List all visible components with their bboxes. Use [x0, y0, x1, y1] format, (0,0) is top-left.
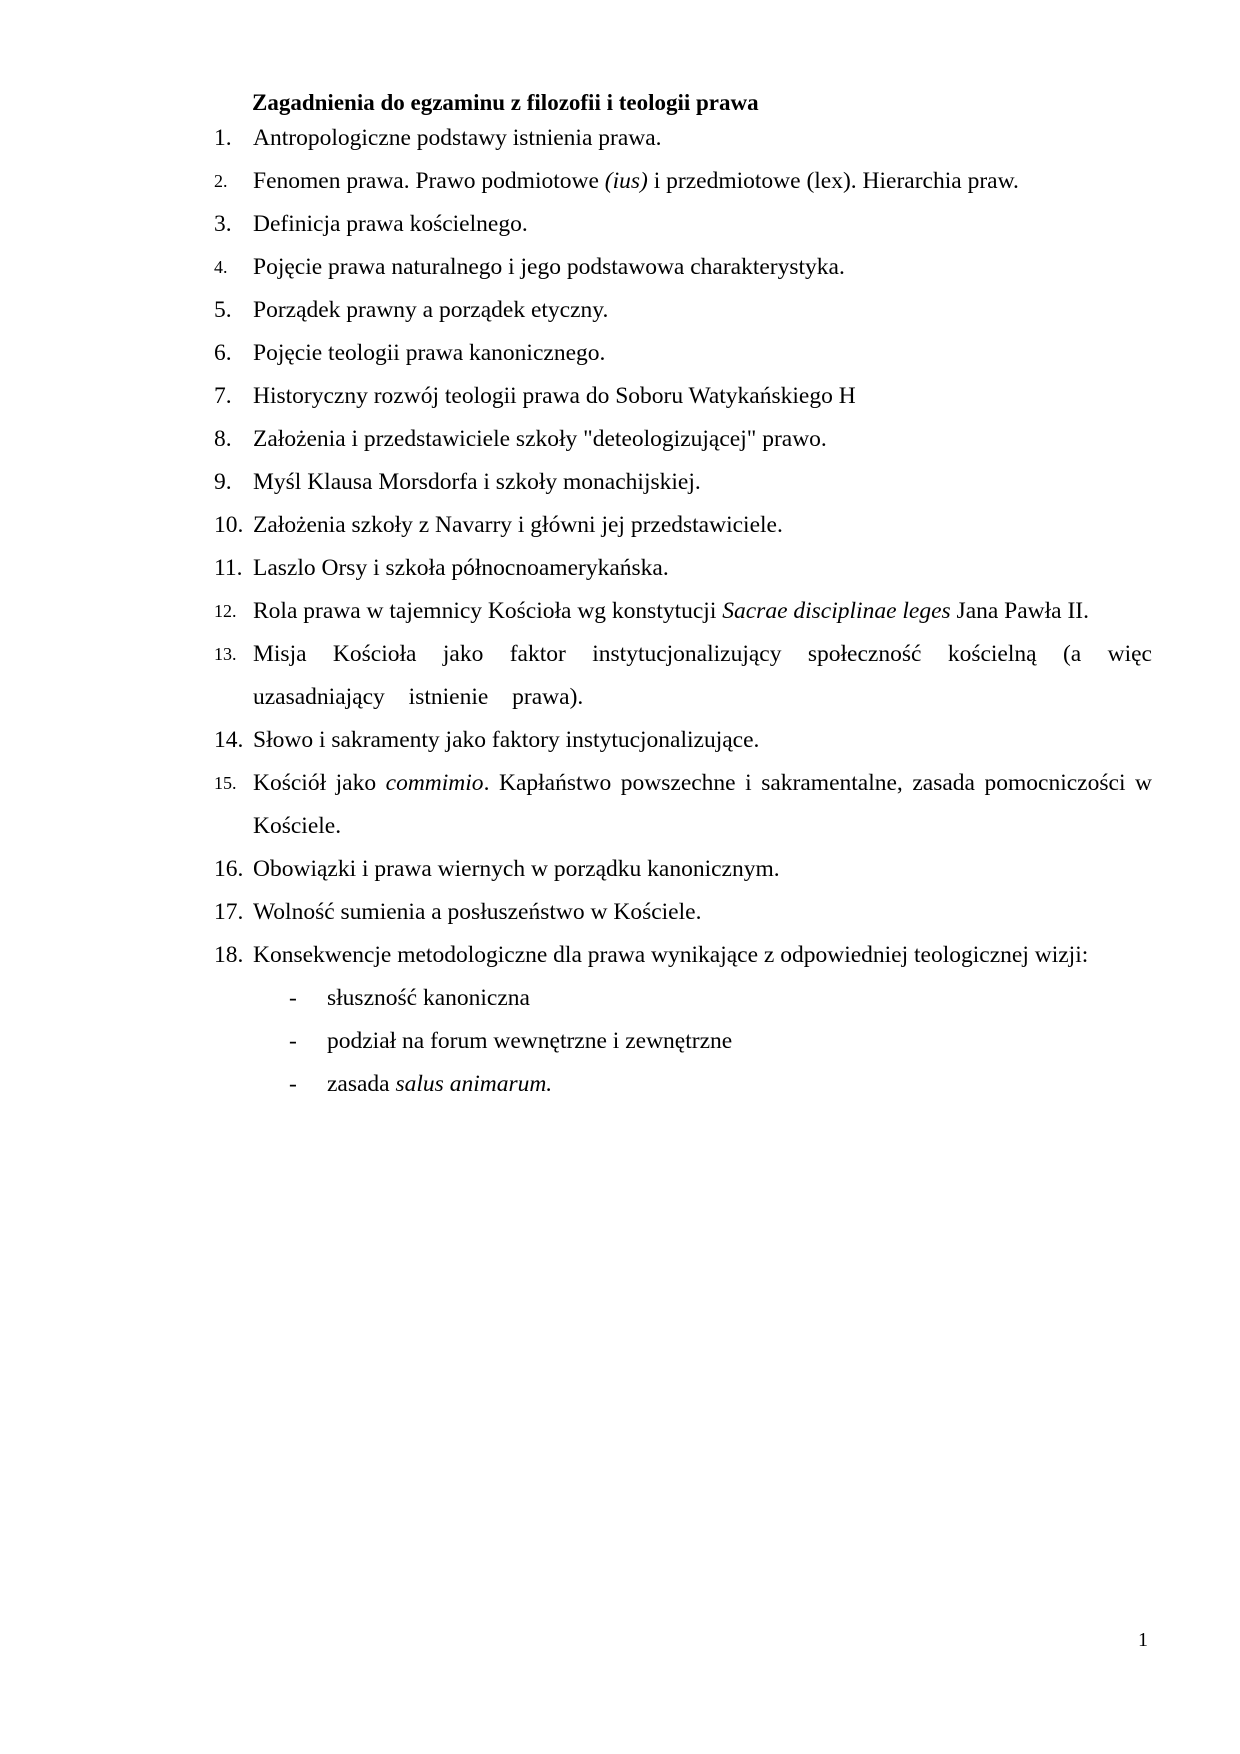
- list-item: [214, 203, 1152, 246]
- item-number: 16.: [214, 856, 244, 882]
- item-text: słuszność kanoniczna: [327, 985, 530, 1011]
- item-text: Misja Kościoła jako faktor instytucjonalizujący społeczność kościelną (a więc uzasadniający istnienie prawa).: [253, 641, 1152, 710]
- item-number: 12.: [214, 601, 237, 621]
- list-item: [214, 633, 1152, 719]
- item-text: Rola prawa w tajemnicy Kościoła wg konstytucji: [253, 598, 723, 624]
- sub-list-item: [214, 1063, 732, 1106]
- list-item: [214, 934, 1152, 977]
- list-item: [214, 246, 1152, 289]
- list-item: [214, 719, 1152, 762]
- item-text: Historyczny rozwój teologii prawa do Soboru Watykańskiego H: [253, 383, 856, 409]
- item-number: 9.: [214, 469, 232, 495]
- item-text: zasada: [327, 1071, 396, 1097]
- sub-list-item: [214, 1020, 732, 1063]
- list-item: [214, 848, 1152, 891]
- list-item: [214, 504, 1152, 547]
- item-text: Założenia i przedstawiciele szkoły "deteologizującej" prawo.: [253, 426, 827, 452]
- item-number: 6.: [214, 340, 232, 366]
- item-number: 11.: [214, 555, 243, 581]
- item-number: 18.: [214, 942, 244, 968]
- list-item: [214, 418, 1152, 461]
- item-text: Porządek prawny a porządek etyczny.: [253, 297, 609, 323]
- item-text: Antropologiczne podstawy istnienia prawa.: [253, 125, 662, 151]
- list-item: [214, 289, 1152, 332]
- item-number: 4.: [214, 257, 228, 277]
- item-text: Pojęcie prawa naturalnego i jego podstawowa charakterystyka.: [253, 254, 845, 280]
- item-text: . Kapłaństwo powszechne i sakramentalne, zasada pomocniczości w Kościele.: [253, 770, 1152, 839]
- list-item: [214, 590, 1152, 633]
- item-number: 1.: [214, 125, 232, 151]
- item-text: Wolność sumienia a posłuszeństwo w Kościele.: [253, 899, 702, 925]
- dash-bullet: -: [289, 985, 297, 1011]
- document-title: Zagadnienia do egzaminu z filozofii i teologii prawa: [252, 90, 759, 115]
- list-item: [214, 762, 1152, 848]
- item-text: Słowo i sakramenty jako faktory instytucjonalizujące.: [253, 727, 760, 753]
- list-item: [214, 160, 1152, 203]
- list-item: [214, 332, 1152, 375]
- item-text: Myśl Klausa Morsdorfa i szkoły monachijskiej.: [253, 469, 701, 495]
- item-text: Pojęcie teologii prawa kanonicznego.: [253, 340, 606, 366]
- list-item: [214, 117, 1152, 160]
- item-number: 14.: [214, 727, 244, 753]
- italic-term: salus animarum.: [395, 1071, 553, 1097]
- topic-list: [214, 117, 1152, 977]
- sub-topic-list: [214, 977, 732, 1106]
- dash-bullet: -: [289, 1028, 297, 1054]
- dash-bullet: -: [289, 1071, 297, 1097]
- italic-term: commimio: [385, 770, 484, 796]
- item-number: 3.: [214, 211, 232, 237]
- item-number: 17.: [214, 899, 244, 925]
- list-item: [214, 375, 1152, 418]
- item-text: Laszlo Orsy i szkoła północnoamerykańska.: [253, 555, 669, 581]
- item-number: 5.: [214, 297, 232, 323]
- item-number: 8.: [214, 426, 232, 452]
- list-item: [214, 891, 1152, 934]
- italic-term: Sacrae disciplinae leges: [722, 598, 951, 624]
- italic-term: (ius): [604, 168, 648, 194]
- sub-list-item: [214, 977, 732, 1020]
- item-text: podział na forum wewnętrzne i zewnętrzne: [327, 1028, 733, 1054]
- list-item: [214, 461, 1152, 504]
- item-number: 15.: [214, 773, 237, 793]
- item-number: 7.: [214, 383, 232, 409]
- item-text: i przedmiotowe (lex). Hierarchia praw.: [647, 168, 1019, 194]
- item-text: Konsekwencje metodologiczne dla prawa wynikające z odpowiedniej teologicznej wizji:: [253, 942, 1089, 968]
- item-number: 2.: [214, 171, 228, 191]
- list-item: [214, 547, 1152, 590]
- item-number: 13.: [214, 644, 237, 664]
- item-number: 10.: [214, 512, 244, 538]
- item-text: Założenia szkoły z Navarry i główni jej przedstawiciele.: [253, 512, 783, 538]
- item-text: Jana Pawła II.: [950, 598, 1090, 624]
- item-text: Definicja prawa kościelnego.: [253, 211, 528, 237]
- item-text: Fenomen prawa. Prawo podmiotowe: [253, 168, 605, 194]
- item-text: Kościół jako: [253, 770, 386, 796]
- item-text: Obowiązki i prawa wiernych w porządku kanonicznym.: [253, 856, 780, 882]
- page-number: 1: [1138, 1629, 1148, 1651]
